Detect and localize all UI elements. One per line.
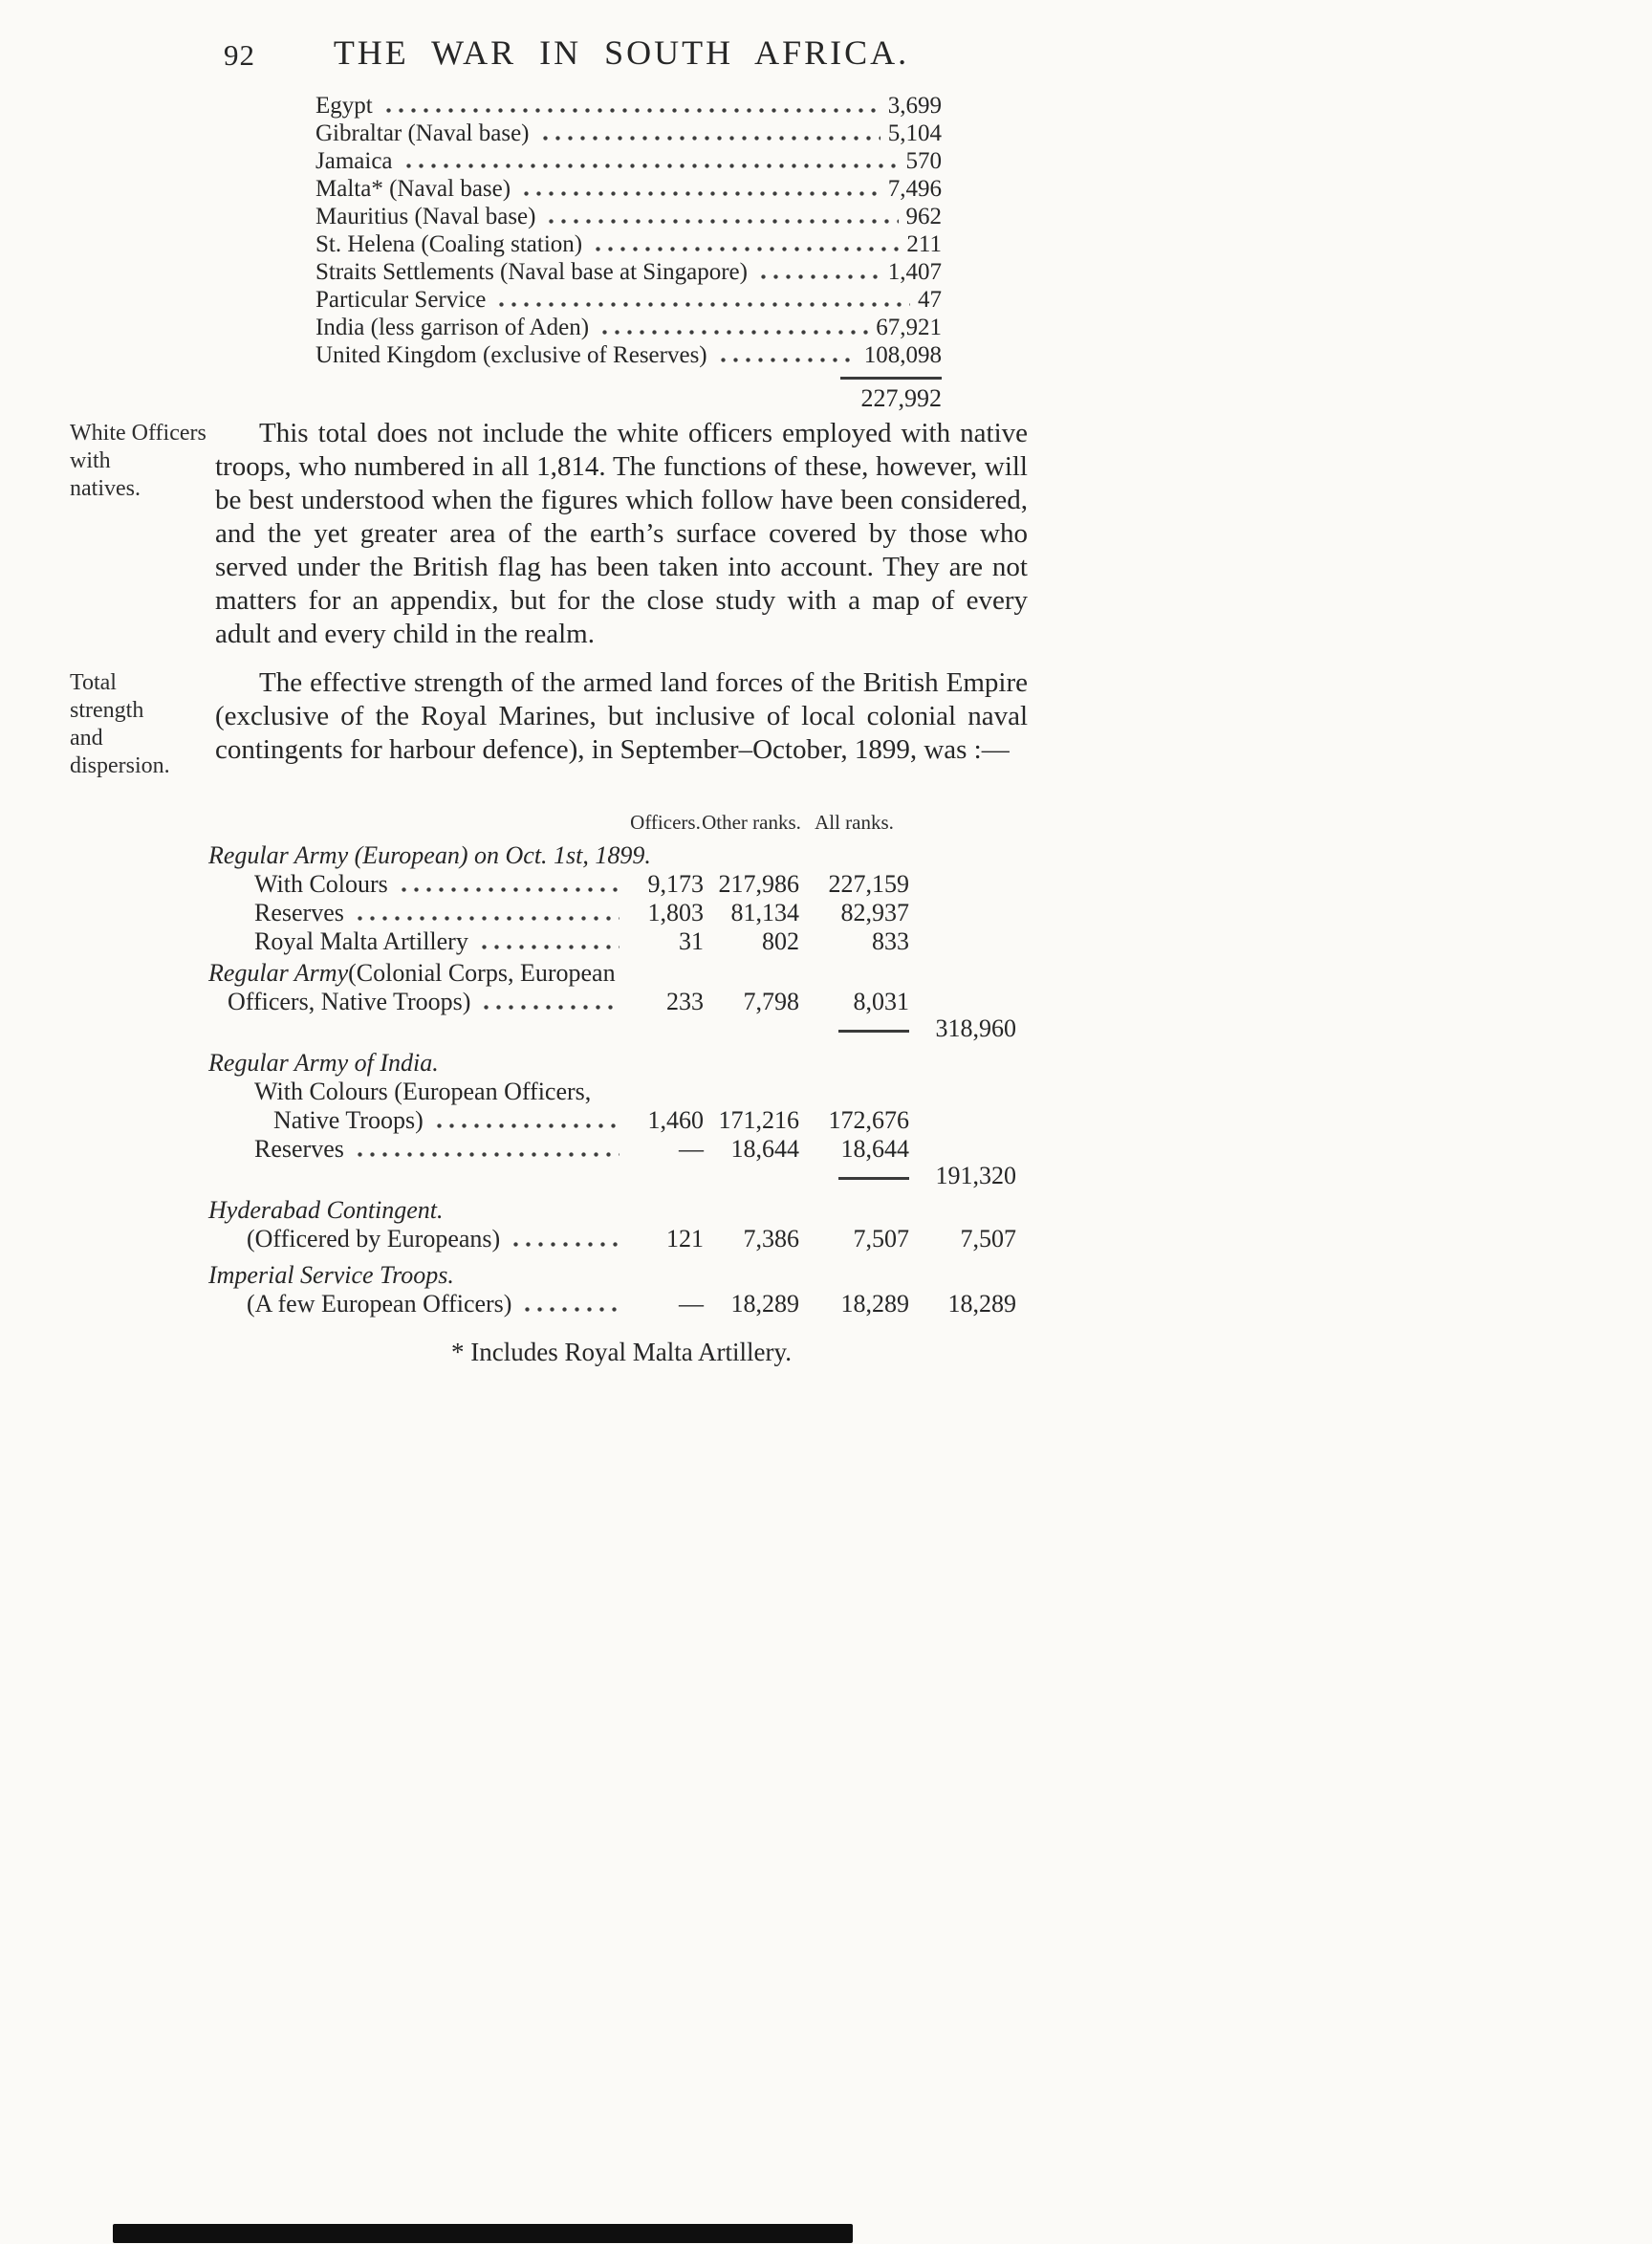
cell-officers: 9,173 xyxy=(647,870,704,898)
margin-note-line: natives. xyxy=(70,476,141,501)
table-row xyxy=(208,870,1016,899)
leader-dots xyxy=(480,1005,620,1010)
cell-other-ranks: 18,289 xyxy=(730,1290,799,1318)
table-subtotal-row xyxy=(208,1164,1016,1188)
item-value: 1,407 xyxy=(887,259,942,285)
item-value: 570 xyxy=(905,148,942,174)
row-label xyxy=(208,927,627,956)
cell-officers: 233 xyxy=(666,988,704,1015)
leader-dots xyxy=(398,887,620,892)
subtotal-rule-cell xyxy=(799,1164,909,1188)
row-label-text: Reserves xyxy=(254,899,344,926)
header-spacer xyxy=(208,780,627,834)
cell-other-ranks: 81,134 xyxy=(730,899,799,926)
table-row xyxy=(208,1078,1016,1106)
row-label-italic: Hyderabad Contingent. xyxy=(208,1196,444,1224)
cell-total xyxy=(909,899,1016,927)
cell-total: 318,960 xyxy=(935,1014,1016,1042)
cell-officers: — xyxy=(679,1135,704,1163)
row-label-text: (Colonial Corps, European xyxy=(348,959,616,987)
list-item xyxy=(315,230,942,258)
row-label-italic: Imperial Service Troops. xyxy=(208,1261,454,1289)
cell-all-ranks: 18,644 xyxy=(840,1135,909,1163)
garrison-total: 227,992 xyxy=(860,384,942,412)
page-number: 92 xyxy=(224,38,255,72)
list-item xyxy=(315,147,942,175)
cell-officers: 31 xyxy=(679,927,704,955)
subtotal-rule xyxy=(838,1030,909,1033)
paragraph: The effective strength of the armed land forces of the British Empire (exclusive of the Royal Marines, but inclusive of local colonial naval contingents for harbour defence), in September–October, 1899, was :— xyxy=(215,667,1028,765)
paragraph: This total does not include the white officers employed with native troops, who numbered in all 1,814. The functions of these, however, will be best understood when the figures which follow have been considered, and the yet greater area of the earth’s surface covered by those who served under the British flag has been taken into account. They are not matters for an appendix, but for the close study with a map of every adult and every child in the realm. xyxy=(215,418,1028,649)
cell-total xyxy=(909,870,1016,899)
leader-dots xyxy=(354,1152,620,1157)
subtotal-rule xyxy=(838,1177,909,1180)
cell-other-ranks: 171,216 xyxy=(718,1106,799,1134)
item-value: 47 xyxy=(918,287,942,313)
table-row xyxy=(208,1049,1016,1078)
item-label: India (less garrison of Aden) xyxy=(315,315,590,340)
cell-total xyxy=(909,927,1016,956)
row-label xyxy=(208,988,627,1016)
header-all-ranks: All ranks. xyxy=(815,811,894,834)
table-row xyxy=(208,1225,1016,1253)
row-label xyxy=(208,1106,627,1135)
row-label xyxy=(208,1078,1016,1106)
list-item xyxy=(315,258,942,286)
leader-dots xyxy=(520,191,880,196)
margin-note-line: with xyxy=(70,448,111,473)
item-value: 962 xyxy=(905,204,942,229)
cell-total: 7,507 xyxy=(960,1225,1016,1253)
row-label xyxy=(208,1049,1016,1078)
leader-dots xyxy=(354,916,620,921)
row-label xyxy=(208,1135,627,1164)
row-label-italic: Regular Army xyxy=(208,959,349,987)
leader-dots xyxy=(433,1123,620,1128)
cell-all-ranks: 7,507 xyxy=(853,1225,909,1253)
paragraph-block xyxy=(70,417,1028,651)
header-officers: Officers. xyxy=(630,811,701,834)
margin-note-line: White Officers xyxy=(70,421,206,446)
row-label xyxy=(208,1290,627,1318)
header-total-spacer xyxy=(909,780,1016,834)
leader-dots xyxy=(510,1242,620,1247)
header-other-ranks: Other ranks. xyxy=(702,811,801,834)
garrison-list xyxy=(315,92,942,413)
cell-all-ranks: 833 xyxy=(872,927,909,955)
cell-officers: 121 xyxy=(666,1225,704,1253)
leader-dots xyxy=(521,1307,620,1312)
leader-dots xyxy=(478,945,620,949)
leader-dots xyxy=(598,330,868,335)
leader-dots xyxy=(495,302,910,307)
row-label-text: Native Troops) xyxy=(273,1106,424,1134)
margin-note-white-officers xyxy=(70,420,208,503)
item-label: Particular Service xyxy=(315,287,487,313)
row-label-text: Officers, Native Troops) xyxy=(228,988,471,1015)
text-column xyxy=(70,417,1028,1367)
item-value: 108,098 xyxy=(863,342,942,368)
item-label: Mauritius (Naval base) xyxy=(315,204,536,229)
item-value: 5,104 xyxy=(887,120,942,146)
row-label xyxy=(208,1196,1016,1225)
item-value: 7,496 xyxy=(887,176,942,202)
list-item xyxy=(315,286,942,314)
footnote: * Includes Royal Malta Artillery. xyxy=(451,1338,792,1366)
margin-note-line: Total xyxy=(70,670,117,695)
cell-all-ranks: 172,676 xyxy=(828,1106,909,1134)
cell-other-ranks: 7,386 xyxy=(743,1225,799,1253)
item-label: Gibraltar (Naval base) xyxy=(315,120,530,146)
margin-note-line: dispersion. xyxy=(70,753,170,778)
cell-officers: 1,803 xyxy=(647,899,704,926)
row-label-text: With Colours (European Officers, xyxy=(254,1078,592,1105)
margin-note-line: strength xyxy=(70,698,144,723)
list-item xyxy=(315,314,942,341)
table-row xyxy=(208,1261,1016,1290)
list-item xyxy=(315,92,942,120)
item-label: Jamaica xyxy=(315,148,393,174)
cell-total: 191,320 xyxy=(935,1162,1016,1189)
cell-all-ranks: 82,937 xyxy=(840,899,909,926)
row-label xyxy=(208,1261,1016,1290)
paragraph-block xyxy=(70,666,1028,778)
cell-total: 18,289 xyxy=(947,1290,1016,1318)
table-row xyxy=(208,1135,1016,1164)
row-label-italic: Regular Army (European) on Oct. 1st, 1899. xyxy=(208,841,651,869)
list-item xyxy=(315,120,942,147)
table-row xyxy=(208,988,1016,1016)
item-label: Malta* (Naval base) xyxy=(315,176,511,202)
cell-officers: 1,460 xyxy=(647,1106,704,1134)
margin-note-line: and xyxy=(70,726,103,751)
scan-edge-artifact xyxy=(113,2224,853,2243)
table-header xyxy=(208,780,1016,834)
item-value: 3,699 xyxy=(887,93,942,119)
item-label: Egypt xyxy=(315,93,373,119)
row-label xyxy=(208,959,1016,988)
row-label xyxy=(208,1225,627,1253)
cell-total xyxy=(909,988,1016,1016)
row-label xyxy=(208,870,627,899)
cell-total xyxy=(909,1106,1016,1135)
item-label: Straits Settlements (Naval base at Singapore) xyxy=(315,259,748,285)
row-label-text: (Officered by Europeans) xyxy=(247,1225,501,1253)
table-row xyxy=(208,927,1016,956)
leader-dots xyxy=(545,219,898,224)
cell-total xyxy=(909,1135,1016,1164)
row-label-text: With Colours xyxy=(254,870,388,898)
cell-all-ranks: 227,159 xyxy=(828,870,909,898)
list-item xyxy=(315,341,942,369)
cell-all-ranks: 8,031 xyxy=(853,988,909,1015)
list-item xyxy=(315,175,942,203)
cell-other-ranks: 7,798 xyxy=(743,988,799,1015)
row-label-italic: Regular Army of India. xyxy=(208,1049,439,1077)
strength-table xyxy=(208,780,1016,1318)
leader-dots xyxy=(402,163,899,168)
leader-dots xyxy=(757,274,880,279)
row-label xyxy=(208,899,627,927)
cell-other-ranks: 217,986 xyxy=(718,870,799,898)
cell-other-ranks: 18,644 xyxy=(730,1135,799,1163)
row-label-text: Royal Malta Artillery xyxy=(254,927,468,955)
item-value: 67,921 xyxy=(876,315,942,340)
subtotal-rule-cell xyxy=(799,1016,909,1041)
leader-dots xyxy=(717,358,857,362)
total-rule xyxy=(840,377,942,380)
cell-all-ranks: 18,289 xyxy=(840,1290,909,1318)
table-row xyxy=(208,1106,1016,1135)
page-title: THE WAR IN SOUTH AFRICA. xyxy=(333,33,910,72)
table-row xyxy=(208,1196,1016,1225)
table-row xyxy=(208,1290,1016,1318)
table-row xyxy=(208,959,1016,988)
table-row xyxy=(208,899,1016,927)
leader-dots xyxy=(592,247,899,251)
item-label: St. Helena (Coaling station) xyxy=(315,231,583,257)
row-label-text: (A few European Officers) xyxy=(247,1290,512,1318)
item-label: United Kingdom (exclusive of Reserves) xyxy=(315,342,707,368)
table-row xyxy=(208,841,1016,870)
table-subtotal-row xyxy=(208,1016,1016,1041)
margin-note-total-strength xyxy=(70,669,208,780)
item-value: 211 xyxy=(906,231,942,257)
row-label-text: Reserves xyxy=(254,1135,344,1163)
list-item xyxy=(315,203,942,230)
cell-other-ranks: 802 xyxy=(762,927,799,955)
row-label xyxy=(208,841,1016,870)
cell-officers: — xyxy=(679,1290,704,1318)
leader-dots xyxy=(382,108,880,113)
leader-dots xyxy=(539,136,880,141)
